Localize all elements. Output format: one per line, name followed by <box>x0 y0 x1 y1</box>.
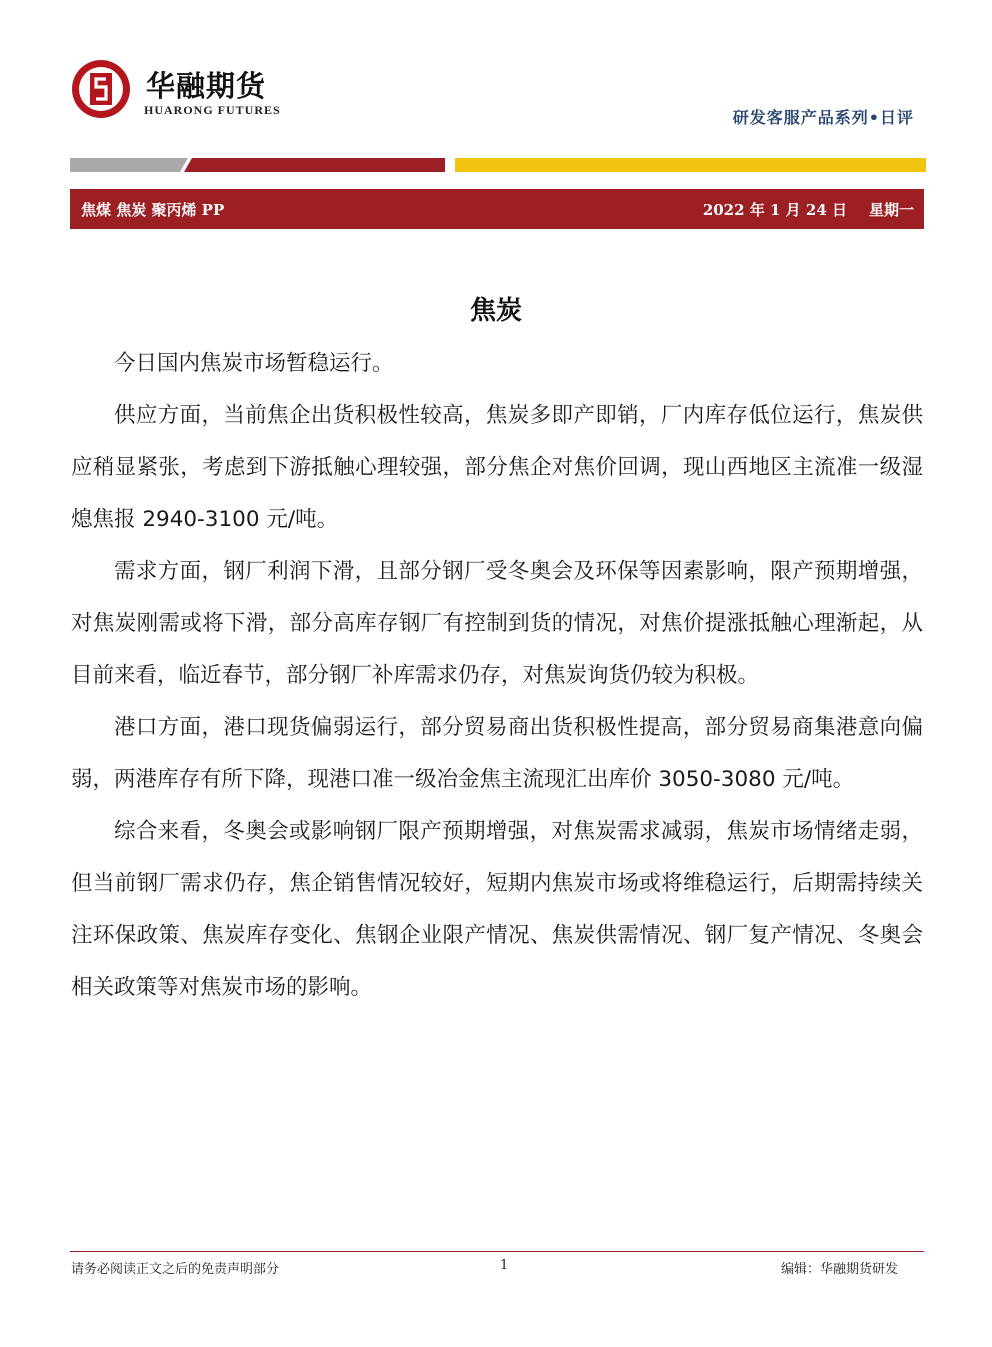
paragraph-conclusion: 综合来看，冬奥会或影响钢厂限产预期增强，对焦炭需求减弱，焦炭市场情绪走弱，但当前钢厂需求仍存，焦企销售情况较好，短期内焦炭市场或将维稳运行，后期需持续关注环保政策、焦炭库存变化、焦钢企业限产情况、焦炭供需情况、钢厂复产情况、冬奥会相关政策等对焦炭市场的影响。 <box>71 819 923 1000</box>
disclaimer-note: 请务必阅读正文之后的免责声明部分 <box>71 1262 280 1277</box>
footer-divider <box>70 1251 924 1252</box>
huarong-logo-icon <box>70 58 132 120</box>
paragraph-demand: 需求方面，钢厂利润下滑，且部分钢厂受冬奥会及环保等因素影响，限产预期增强，对焦炭刚需或将下滑，部分高库存钢厂有控制到货的情况，对焦价提涨抵触心理渐起，从目前来看，临近春节，部分钢厂补库需求仍存，对焦炭询货仍较为积极。 <box>71 559 923 688</box>
paragraph-supply: 供应方面，当前焦企出货积极性较高，焦炭多即产即销，厂内库存低位运行，焦炭供应稍显紧张，考虑到下游抵触心理较强，部分焦企对焦价回调，现山西地区主流准一级湿熄焦报 2940-3100 元/吨。 <box>71 403 923 532</box>
brand-name-en: HUARONG FUTURES <box>144 103 281 117</box>
header-stripe <box>70 158 926 174</box>
brand-name-cn: 华融期货 <box>146 69 267 103</box>
topic-list: 焦煤 焦炭 聚丙烯 PP <box>81 201 225 219</box>
report-series: 研发客服产品系列•日评 <box>732 108 914 127</box>
article-body <box>71 338 923 1014</box>
paragraph-summary: 今日国内焦炭市场暂稳运行。 <box>114 351 394 376</box>
report-weekday: 星期一 <box>868 201 914 219</box>
paragraph-port: 港口方面，港口现货偏弱运行，部分贸易商出货积极性提高，部分贸易商集港意向偏弱，两港库存有所下降，现港口准一级冶金焦主流现汇出库价 3050-3080 元/吨。 <box>71 715 923 792</box>
topic-band <box>70 189 924 229</box>
date-info <box>703 199 914 220</box>
editor-credit: 编辑：华融期货研发 <box>780 1262 898 1277</box>
report-date: 2022 年 1 月 24 日 <box>702 201 847 219</box>
page-number: 1 <box>500 1258 509 1273</box>
article-title: 焦炭 <box>469 296 522 326</box>
